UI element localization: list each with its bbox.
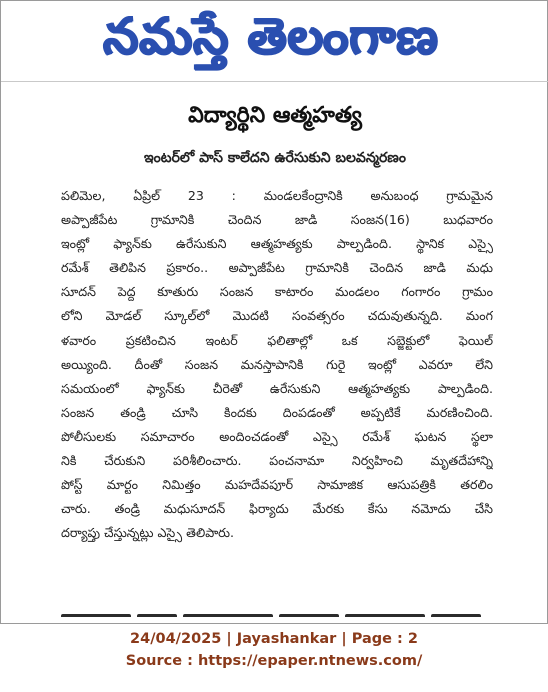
newspaper-masthead: నమస్తే తెలంగాణ [103, 7, 439, 65]
article-line: సూదన్ పెద్ద కూతురు సంజన కాటారం మండలం గంగారం గ్రామం [61, 284, 493, 300]
article-body [61, 184, 493, 545]
article-line: అయ్యింది. దీంతో సంజన మనస్తాపానికి గురై ఇంట్లో ఎవరూ లేని [61, 356, 493, 372]
article-line: సంజన తండ్రి చూసి కిందకు దింపడంతో అప్పటికే మరణించింది. [61, 404, 493, 420]
source-link[interactable]: Source : https://epaper.ntnews.com/ [125, 653, 423, 669]
masthead-divider [1, 81, 548, 82]
article-headline: విద్యార్థిని ఆత్మహత్య [188, 103, 362, 128]
article-line: పోలీసులకు సమాచారం అందించడంతో ఎస్సై రమేశ్ ఘటన స్థలా [61, 428, 493, 444]
article-line: చారు. తండ్రి మధుసూదన్ ఫిర్యాదు మేరకు కేసు నమోదు చేసి [61, 501, 493, 517]
article-line: అప్పాజీపేట గ్రామానికి చెందిన జాడి సంజన(16) బుధవారం [61, 212, 493, 228]
article-line: పలిమెల, ఏప్రిల్ 23 : మండలకేంద్రానికి అనుబంధ గ్రామమైన [61, 188, 493, 203]
clipped-next-article-text [61, 605, 493, 617]
article-line: పోస్ట్ మార్టం నిమిత్తం మహదేవపూర్ సామాజిక ఆసుపత్రికి తరలిం [61, 477, 493, 493]
publication-meta: 24/04/2025 | Jayashankar | Page : 2 [130, 631, 418, 647]
article-line: ళవారం ప్రకటించిన ఇంటర్ ఫలితాల్లో ఒక సబ్జెక్టులో ఫెయిల్ [61, 332, 493, 348]
article-line: రమేశ్ తెలిపిన ప్రకారం.. అప్పాజీపేట గ్రామానికి చెందిన జాడి మధు [61, 260, 493, 276]
article-line: లోని మోడల్ స్కూల్‌లో మొదటి సంవత్సరం చదువుతున్నది. మంగ [61, 308, 493, 324]
article-line: ఇంట్లో ఫ్యాన్‌కు ఉరేసుకుని ఆత్మహత్యకు పాల్పడింది. స్థానిక ఎస్సై [61, 236, 493, 252]
article-line: నికి చేరుకుని పరిశీలించారు. పంచనామా నిర్వహించి మృతదేహాన్ని [61, 453, 493, 469]
article-line: సమయంలో ఫ్యాన్‌కు చీరెతో ఉరేసుకుని ఆత్మహత్యకు పాల్పడింది. [61, 380, 493, 396]
clipping-footer [0, 628, 548, 672]
article-line: దర్యాప్తు చేస్తున్నట్లు ఎస్సై తెలిపారు. [61, 525, 235, 541]
article-subheadline: ఇంటర్‌లో పాస్ కాలేదని ఉరేసుకుని బలవన్మరణం [144, 150, 406, 166]
